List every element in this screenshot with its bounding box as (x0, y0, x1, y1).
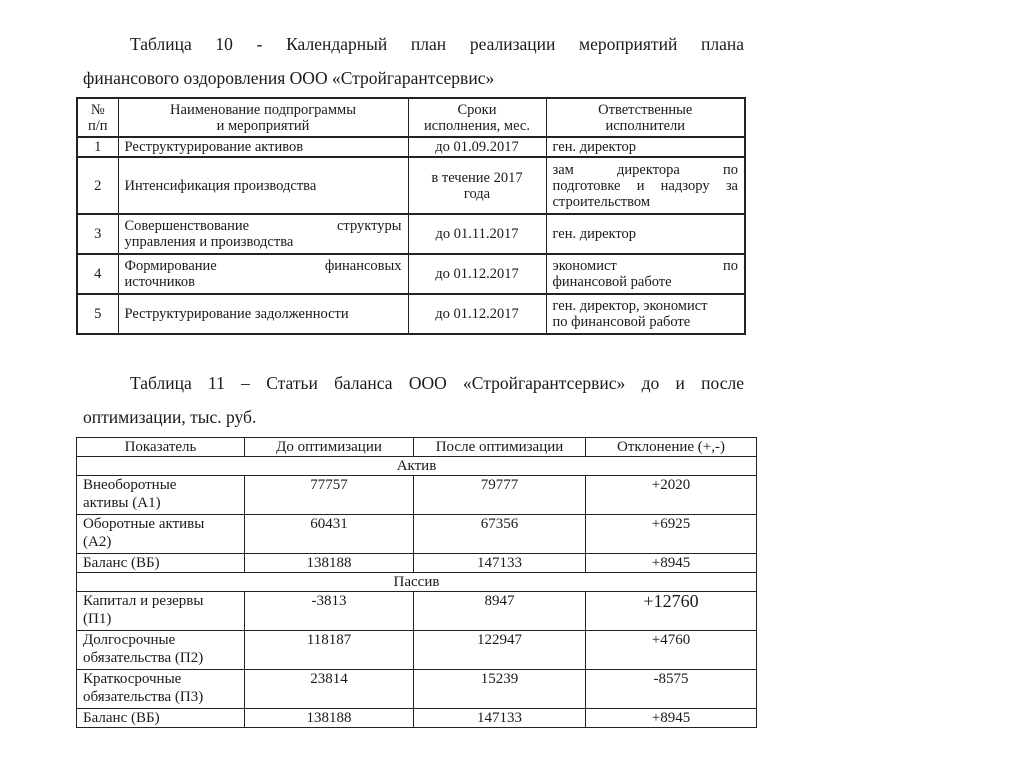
table10-caption-line1: Таблица 10 - Календарный план реализации мероприятий плана (130, 34, 744, 54)
table10-caption (83, 27, 744, 95)
table-row: Внеоборотные активы (А1) 77757 79777 +2020 (77, 476, 757, 515)
table10-header-name: Наименование подпрограммы и мероприятий (118, 98, 408, 137)
table-row: Оборотные активы (А2) 60431 67356 +6925 (77, 515, 757, 554)
table11-header-after: После оптимизации (414, 438, 586, 457)
table-row: Баланс (ВБ) 138188 147133 +8945 (77, 709, 757, 728)
table10-header-term: Сроки исполнения, мес. (408, 98, 546, 137)
table10-caption-line2: финансового оздоровления ООО «Стройгарантсервис» (83, 68, 495, 88)
table-row: 1 Реструктурирование активов до 01.09.2017 ген. директор (77, 137, 745, 157)
table11-caption-line2: оптимизации, тыс. руб. (83, 407, 257, 427)
table-row: Краткосрочные обязательства (П3) 23814 15239 -8575 (77, 670, 757, 709)
table11-caption-line1: Таблица 11 – Статьи баланса ООО «Стройгарантсервис» до и после (130, 373, 744, 393)
table11-header-row (77, 438, 757, 457)
table10-header-row (77, 98, 745, 137)
table11-header-indicator: Показатель (77, 438, 245, 457)
table11-section-liabilities: Пассив (77, 573, 757, 592)
table-row: Баланс (ВБ) 138188 147133 +8945 (77, 554, 757, 573)
table-row: 3 Совершенствование структуры управления и производства до 01.11.2017 ген. директор (77, 214, 745, 254)
table-row: Капитал и резервы (П1) -3813 8947 +12760 (77, 592, 757, 631)
table11 (76, 437, 757, 728)
table10-header-num: № п/п (77, 98, 118, 137)
table-row: Долгосрочные обязательства (П2) 118187 122947 +4760 (77, 631, 757, 670)
table-row: 2 Интенсификация производства в течение 2017 года зам директора по подготовке и надзору за строительством (77, 157, 745, 214)
table11-header-deviation: Отклонение (+,-) (586, 438, 757, 457)
table-row: 5 Реструктурирование задолженности до 01.12.2017 ген. директор, экономист по финансовой работе (77, 294, 745, 334)
table11-caption (83, 366, 744, 434)
table10-header-resp: Ответственные исполнители (546, 98, 745, 137)
table11-header-before: До оптимизации (245, 438, 414, 457)
table10 (76, 97, 746, 335)
table11-section-assets: Актив (77, 457, 757, 476)
table-row: 4 Формирование финансовых источников до 01.12.2017 экономист по финансовой работе (77, 254, 745, 294)
